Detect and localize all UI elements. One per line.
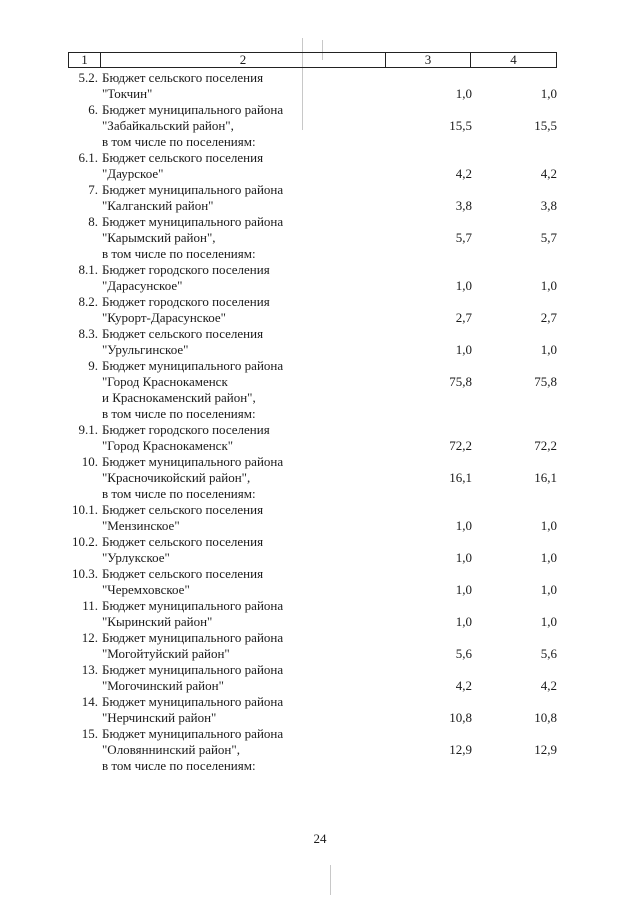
row-name xyxy=(102,358,412,422)
row-number: 10.1. xyxy=(72,502,98,517)
row-value-col3: 15,5 xyxy=(449,118,472,133)
table-row xyxy=(0,694,640,726)
table-row xyxy=(0,214,640,262)
row-name-line: "Могочинский район" xyxy=(102,678,224,693)
row-name-line: Бюджет муниципального района xyxy=(102,726,284,741)
row-name-line: "Город Краснокаменск xyxy=(102,374,228,389)
table-row xyxy=(0,566,640,598)
row-name-line: Бюджет муниципального района xyxy=(102,214,284,229)
row-name-line: "Токчин" xyxy=(102,86,153,101)
row-name xyxy=(102,694,412,726)
row-value-col4: 75,8 xyxy=(534,374,557,389)
row-name-line: "Кыринский район" xyxy=(102,614,213,629)
row-value-col4: 1,0 xyxy=(540,86,557,101)
table-row xyxy=(0,182,640,214)
row-name-line: "Город Краснокаменск" xyxy=(102,438,234,453)
row-name xyxy=(102,662,412,694)
row-value-col4: 10,8 xyxy=(534,710,557,725)
row-value-col4: 5,6 xyxy=(540,646,557,661)
row-value-col3: 4,2 xyxy=(455,678,472,693)
row-name xyxy=(102,102,412,150)
row-value-col3: 72,2 xyxy=(449,438,472,453)
row-name xyxy=(102,534,412,566)
table-row xyxy=(0,150,640,182)
header-col-4: 4 xyxy=(510,52,517,67)
row-name xyxy=(102,70,412,102)
row-number: 7. xyxy=(88,182,98,197)
row-name-line: "Дарасунское" xyxy=(102,278,183,293)
row-value-col3: 3,8 xyxy=(455,198,472,213)
row-name-line: "Нерчинский район" xyxy=(102,710,217,725)
row-name-line: "Даурское" xyxy=(102,166,164,181)
row-name-line: Бюджет сельского поселения xyxy=(102,326,264,341)
row-name-line: Бюджет сельского поселения xyxy=(102,70,264,85)
row-value-col4: 72,2 xyxy=(534,438,557,453)
row-name xyxy=(102,502,412,534)
row-value-col4: 1,0 xyxy=(540,278,557,293)
row-value-col4: 1,0 xyxy=(540,518,557,533)
row-number: 15. xyxy=(81,726,98,741)
table-row xyxy=(0,326,640,358)
row-number: 5.2. xyxy=(78,70,98,85)
row-value-col3: 1,0 xyxy=(455,518,472,533)
header-col-3: 3 xyxy=(386,53,471,67)
table-row xyxy=(0,630,640,662)
row-name-line: Бюджет муниципального района xyxy=(102,630,284,645)
header-col-1: 1 xyxy=(69,53,101,67)
row-number: 10. xyxy=(81,454,98,469)
row-number: 6. xyxy=(88,102,98,117)
row-name-line: "Черемховское" xyxy=(102,582,190,597)
row-number: 8. xyxy=(88,214,98,229)
row-name-line: "Красночикойский район", xyxy=(102,470,251,485)
scan-artifact-line xyxy=(330,865,331,895)
row-name xyxy=(102,422,412,454)
table-row xyxy=(0,358,640,422)
row-number: 10.2. xyxy=(72,534,98,549)
row-value-col3: 5,6 xyxy=(455,646,472,661)
row-number: 8.3. xyxy=(78,326,98,341)
table-row xyxy=(0,102,640,150)
row-value-col3: 1,0 xyxy=(455,582,472,597)
row-value-col3: 4,2 xyxy=(455,166,472,181)
table-row xyxy=(0,726,640,774)
row-name-line: и Краснокаменский район", xyxy=(102,390,256,405)
row-value-col4: 1,0 xyxy=(540,614,557,629)
row-name-line: "Могойтуйский район" xyxy=(102,646,230,661)
row-name xyxy=(102,726,412,774)
table-row xyxy=(0,534,640,566)
row-name-line: Бюджет муниципального района xyxy=(102,662,284,677)
row-name-line: "Оловяннинский район", xyxy=(102,742,240,757)
row-name-line: Бюджет сельского поселения xyxy=(102,502,264,517)
row-name xyxy=(102,182,412,214)
row-value-col3: 2,7 xyxy=(455,310,472,325)
row-value-col3: 10,8 xyxy=(449,710,472,725)
row-value-col4: 1,0 xyxy=(540,342,557,357)
row-name-line: "Урлукское" xyxy=(102,550,170,565)
row-value-col3: 5,7 xyxy=(455,230,472,245)
row-name-line: Бюджет муниципального района xyxy=(102,102,284,117)
row-name-line: Бюджет муниципального района xyxy=(102,182,284,197)
table-row xyxy=(0,294,640,326)
row-number: 10.3. xyxy=(72,566,98,581)
row-name-line: в том числе по поселениям: xyxy=(102,246,256,261)
row-value-col3: 1,0 xyxy=(455,86,472,101)
row-number: 12. xyxy=(81,630,98,645)
table-row xyxy=(0,70,640,102)
table-header-row xyxy=(68,52,557,68)
row-value-col3: 1,0 xyxy=(455,342,472,357)
row-name-line: Бюджет муниципального района xyxy=(102,454,284,469)
row-name-line: в том числе по поселениям: xyxy=(102,758,256,773)
table-row xyxy=(0,662,640,694)
row-name-line: Бюджет муниципального района xyxy=(102,358,284,373)
row-number: 8.1. xyxy=(78,262,98,277)
row-name-line: "Карымский район", xyxy=(102,230,216,245)
row-name-line: "Курорт-Дарасунское" xyxy=(102,310,226,325)
row-value-col4: 4,2 xyxy=(540,678,557,693)
row-name xyxy=(102,150,412,182)
row-value-col4: 15,5 xyxy=(534,118,557,133)
row-name-line: Бюджет сельского поселения xyxy=(102,566,264,581)
row-value-col4: 4,2 xyxy=(540,166,557,181)
row-name xyxy=(102,214,412,262)
row-name-line: "Калганский район" xyxy=(102,198,214,213)
table-row xyxy=(0,502,640,534)
row-number: 9.1. xyxy=(78,422,98,437)
row-number: 8.2. xyxy=(78,294,98,309)
table-row xyxy=(0,262,640,294)
row-name-line: Бюджет муниципального района xyxy=(102,694,284,709)
row-value-col3: 1,0 xyxy=(455,550,472,565)
row-value-col4: 3,8 xyxy=(540,198,557,213)
row-name xyxy=(102,262,412,294)
row-number: 14. xyxy=(81,694,98,709)
row-name-line: Бюджет муниципального района xyxy=(102,598,284,613)
row-value-col4: 12,9 xyxy=(534,742,557,757)
page-number: 24 xyxy=(313,831,327,846)
row-value-col4: 2,7 xyxy=(540,310,557,325)
table-body xyxy=(0,70,640,774)
row-name-line: "Мензинское" xyxy=(102,518,180,533)
row-name xyxy=(102,454,412,502)
table-row xyxy=(0,598,640,630)
row-name-line: в том числе по поселениям: xyxy=(102,134,256,149)
row-name xyxy=(102,598,412,630)
row-name-line: Бюджет городского поселения xyxy=(102,422,270,437)
row-value-col3: 16,1 xyxy=(449,470,472,485)
table-row xyxy=(0,422,640,454)
row-name-line: "Забайкальский район", xyxy=(102,118,234,133)
row-name-line: Бюджет сельского поселения xyxy=(102,150,264,165)
row-number: 13. xyxy=(81,662,98,677)
row-value-col3: 1,0 xyxy=(455,278,472,293)
row-name xyxy=(102,630,412,662)
header-col-2: 2 xyxy=(101,53,386,67)
row-name xyxy=(102,566,412,598)
row-value-col3: 1,0 xyxy=(455,614,472,629)
table-row xyxy=(0,454,640,502)
row-value-col4: 1,0 xyxy=(540,582,557,597)
row-name-line: Бюджет городского поселения xyxy=(102,294,270,309)
row-name xyxy=(102,326,412,358)
row-number: 11. xyxy=(82,598,98,613)
row-name-line: в том числе по поселениям: xyxy=(102,406,256,421)
row-name xyxy=(102,294,412,326)
row-name-line: Бюджет городского поселения xyxy=(102,262,270,277)
row-value-col3: 75,8 xyxy=(449,374,472,389)
row-number: 6.1. xyxy=(78,150,98,165)
row-value-col4: 5,7 xyxy=(540,230,557,245)
row-name-line: "Урульгинское" xyxy=(102,342,189,357)
row-number: 9. xyxy=(88,358,98,373)
row-name-line: Бюджет сельского поселения xyxy=(102,534,264,549)
row-value-col4: 16,1 xyxy=(534,470,557,485)
row-value-col3: 12,9 xyxy=(449,742,472,757)
row-name-line: в том числе по поселениям: xyxy=(102,486,256,501)
row-value-col4: 1,0 xyxy=(540,550,557,565)
